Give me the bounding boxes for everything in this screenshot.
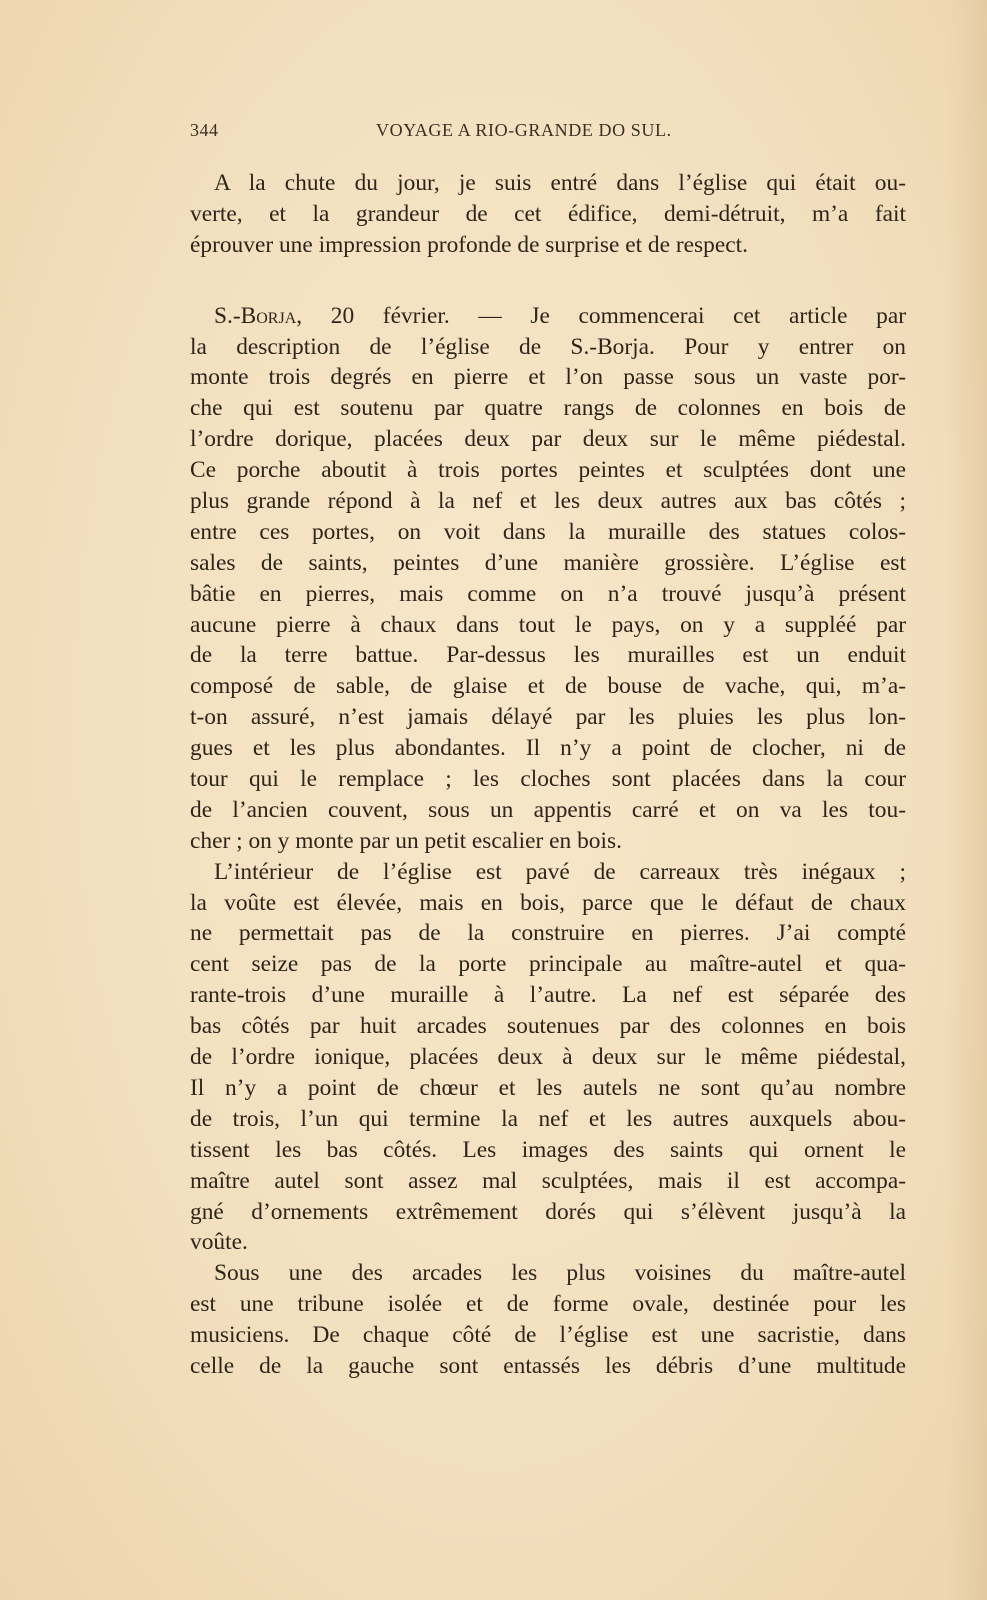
text-line: aucune pierre à chaux dans tout le pays, on y a suppléé par bbox=[190, 611, 906, 638]
text-line: verte, et la grandeur de cet édifice, demi-détruit, m’a fait bbox=[190, 200, 906, 227]
text-line: cher ; on y monte par un petit escalier en bois. bbox=[190, 827, 622, 854]
text-line: est une tribune isolée et de forme ovale, destinée pour les bbox=[190, 1291, 906, 1318]
text-line: la description de l’église de S.-Borja. Pour y entrer on bbox=[190, 333, 906, 360]
body-text bbox=[190, 168, 906, 1382]
text-line: maître autel sont assez mal sculptées, mais il est accompa- bbox=[190, 1167, 906, 1194]
text-line: tissent les bas côtés. Les images des saints qui ornent le bbox=[190, 1136, 906, 1163]
text-line: entre ces portes, on voit dans la muraille des statues colos- bbox=[190, 518, 906, 545]
text-line: che qui est soutenu par quatre rangs de colonnes en bois de bbox=[190, 395, 906, 422]
text-line: monte trois degrés en pierre et l’on passe sous un vaste por- bbox=[190, 364, 906, 391]
text-line: bas côtés par huit arcades soutenues par des colonnes en bois bbox=[190, 1013, 906, 1040]
text-line: l’ordre dorique, placées deux par deux sur le même piédestal. bbox=[190, 426, 906, 453]
text-line: L’intérieur de l’église est pavé de carreaux très inégaux ; bbox=[214, 858, 906, 885]
running-title: VOYAGE A RIO-GRANDE DO SUL. bbox=[376, 120, 672, 140]
paragraph-gap bbox=[190, 261, 906, 301]
text-line: gues et les plus abondantes. Il n’y a point de clocher, ni de bbox=[190, 735, 906, 762]
text-line: de l’ancien couvent, sous un appentis carré et on va les tou- bbox=[190, 796, 906, 823]
text-line: de trois, l’un qui termine la nef et les autres auxquels abou- bbox=[190, 1105, 906, 1132]
text-line: Sous une des arcades les plus voisines du maître-autel bbox=[214, 1260, 906, 1287]
text-line: bâtie en pierres, mais comme on n’a trouvé jusqu’à présent bbox=[190, 580, 906, 607]
text-line: tour qui le remplace ; les cloches sont placées dans la cour bbox=[190, 766, 906, 793]
dateline-rest: , 20 février. — Je commencerai cet article par bbox=[296, 302, 906, 329]
text-line: de la terre battue. Par-dessus les murailles est un enduit bbox=[190, 642, 906, 669]
text-line: de l’ordre ionique, placées deux à deux sur le même piédestal, bbox=[190, 1044, 906, 1071]
text-line: la voûte est élevée, mais en bois, parce que le défaut de chaux bbox=[190, 889, 906, 916]
text-line: sales de saints, peintes d’une manière grossière. L’église est bbox=[190, 549, 906, 576]
page-header bbox=[190, 120, 906, 144]
text-line: musiciens. De chaque côté de l’église est une sacristie, dans bbox=[190, 1322, 906, 1349]
text-line: éprouver une impression profonde de surprise et de respect. bbox=[190, 231, 748, 258]
text-line: celle de la gauche sont entassés les débris d’une multitude bbox=[190, 1352, 906, 1379]
text-line: cent seize pas de la porte principale au maître-autel et qua- bbox=[190, 951, 906, 978]
dateline-line bbox=[190, 301, 906, 332]
text-line: rante-trois d’une muraille à l’autre. La nef est séparée des bbox=[190, 982, 906, 1009]
dateline-place: S.-Borja bbox=[214, 302, 297, 329]
text-line: A la chute du jour, je suis entré dans l’église qui était ou- bbox=[214, 170, 906, 196]
text-line: composé de sable, de glaise et de bouse de vache, qui, m’a- bbox=[190, 673, 906, 700]
text-line: gné d’ornements extrêmement dorés qui s’élèvent jusqu’à la bbox=[190, 1198, 906, 1225]
text-line: Il n’y a point de chœur et les autels ne sont qu’au nombre bbox=[190, 1074, 906, 1101]
page-number: 344 bbox=[190, 120, 219, 140]
text-line: ne permettait pas de la construire en pierres. J’ai compté bbox=[190, 920, 906, 947]
text-line: plus grande répond à la nef et les deux autres aux bas côtés ; bbox=[190, 488, 906, 515]
text-line: voûte. bbox=[190, 1229, 248, 1256]
text-line: Ce porche aboutit à trois portes peintes et sculptées dont une bbox=[190, 457, 906, 484]
text-line: t-on assuré, n’est jamais délayé par les pluies les plus lon- bbox=[190, 704, 906, 731]
